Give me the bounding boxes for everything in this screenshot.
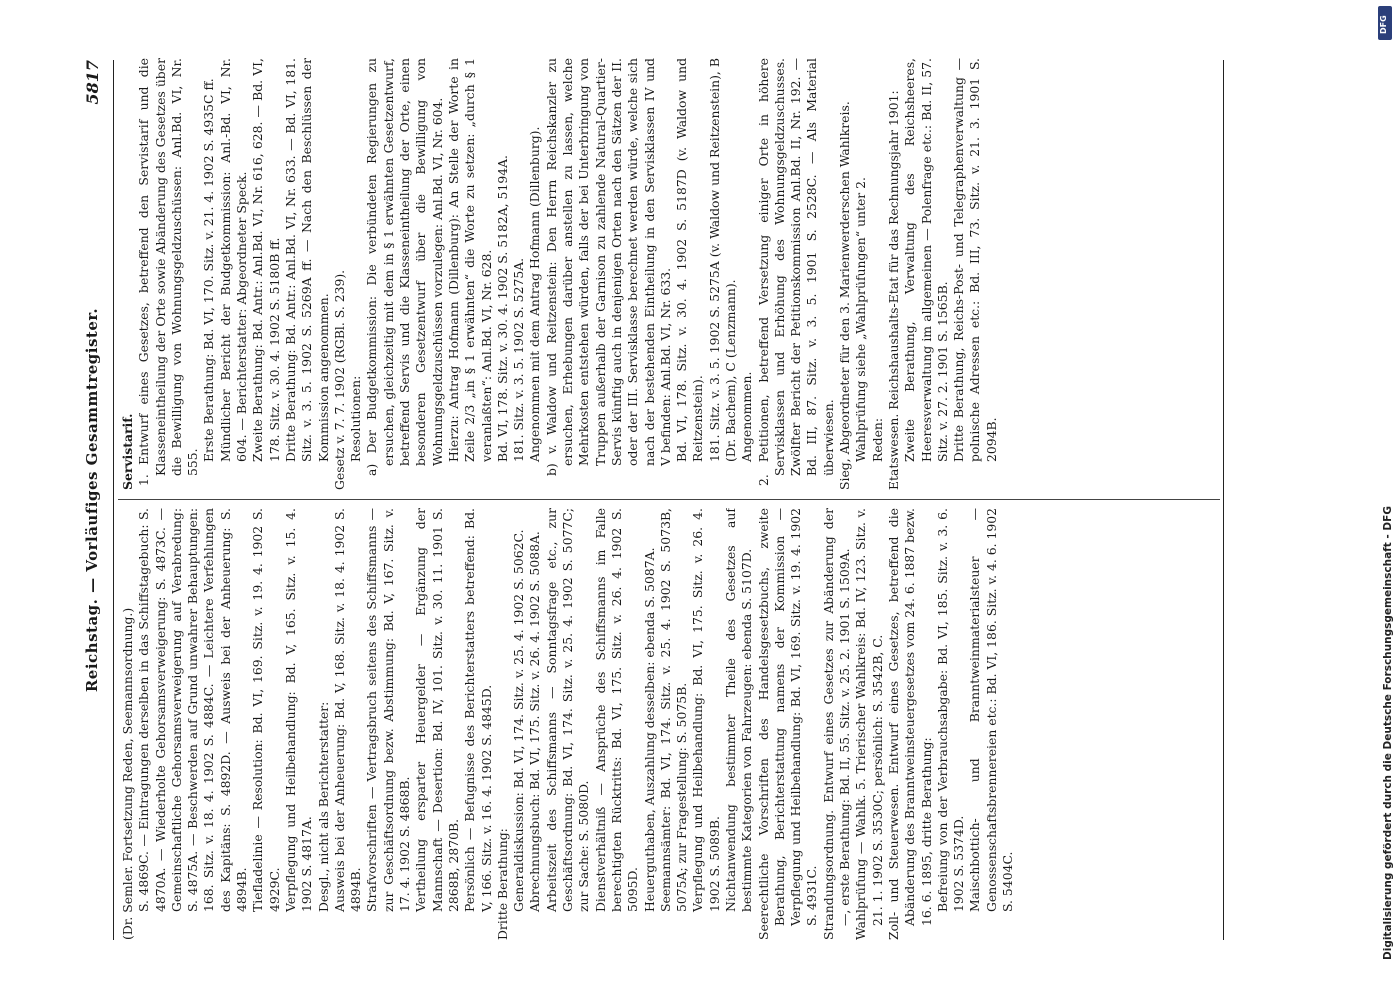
index-paragraph: Verpflegung und Heilbehandlung: Bd. V, 165. Sitz. v. 15. 4. 1902 S. 4817A. xyxy=(282,508,315,912)
digitization-note: Digitalisierung gefördert durch die Deutsche Forschungsgemeinschaft - DFG xyxy=(1382,506,1394,960)
index-paragraph: Maischbottich- und Branntweinmaterialsteuer — Genossenschaftsbrennereien etc.: Bd. VI, 186. Sitz. v. 4. 6. 1902 S. 5404C. xyxy=(967,508,1016,912)
index-paragraph: 181. Sitz. v. 3. 5. 1902 S. 5275A. xyxy=(511,257,527,462)
index-paragraph: Zweite Berathung: Bd. Antr.: Anl.Bd. VI, Nr. 616, 628. — Bd. VI, 178. Sitz. v. 30. 4. 1902 S. 5180B ff. xyxy=(250,58,282,462)
index-paragraph: Verpflegung und Heilbehandlung: Bd. VI, 175. Sitz. v. 26. 4. 1902 S. 5089B. xyxy=(690,508,722,912)
left-column xyxy=(120,508,1220,940)
index-paragraph: Servistarif. xyxy=(120,413,135,490)
index-paragraph: Zweite Berathung, Verwaltung des Reichsheeres, Heeresverwaltung im allgemeinen — Polenfrage etc.: Bd. II, 57. Sitz. v. 27. 2. 1901 S. 1565B. xyxy=(902,58,950,462)
index-paragraph: Dritte Berathung: Bd. Antr.: Anl.Bd. VI, Nr. 633. — Bd. VI, 181. Sitz. v. 3. 5. 1902 S. 5269A ff. — Nach den Beschlüssen der Kommission angenommen. xyxy=(282,58,331,462)
index-paragraph: Bd. VI, 178. Sitz. v. 30. 4. 1902 S. 5182A, 5194A. xyxy=(494,155,510,462)
index-paragraph: Gesetz v. 7. 7. 1902 (RGBl. S. 239). xyxy=(331,269,347,490)
index-paragraph: Abrechnungsbuch: Bd. VI, 175. Sitz. v. 26. 4. 1902 S. 5088A. xyxy=(527,531,543,912)
header-rule xyxy=(113,60,114,940)
index-paragraph: Etatswesen. Reichshaushalts-Etat für das Rechnungsjahr 1901: xyxy=(885,90,901,490)
index-paragraph: Dritte Berathung, Reichs-Post- und Telegraphenverwaltung — polnische Adressen etc.: Bd. III, 73. Sitz. v. 21. 3. 1901 S. 2094B. xyxy=(951,58,999,462)
index-paragraph: Tiefladelinie — Resolution: Bd. VI, 169. Sitz. v. 19. 4. 1902 S. 4929C. xyxy=(250,508,282,912)
index-paragraph: Sieg, Abgeordneter für den 3. Marienwerderschen Wahlkreis. xyxy=(837,101,853,490)
index-paragraph: Generaldiskussion: Bd. VI, 174. Sitz. v. 25. 4. 1902 S. 5062C. xyxy=(511,529,527,912)
index-paragraph: Arbeitszeit des Schiffsmanns — Sonntagsfrage etc., zur Geschäftsordnung: Bd. VI, 174. Sitz. v. 25. 4. 1902 S. 5077C; zur Sache: S. 5080D. xyxy=(543,508,592,912)
index-paragraph: b) v. Waldow und Reitzenstein: Den Herrn Reichskanzler zu ersuchen, Erhebungen darüber anstellen zu lassen, welche Mehrkosten entstehen würden, falls der bei Unterbringung von Truppen außerhalb der Garnison zu zahlende Natural-Quartier-Servis künftig auch in denjenigen Orten nach den Sätzen der II. oder der III. Servisklasse berechnet werden würde, welche sich nach der bestehenden Eintheilung in den Servisklassen IV und V befinden: Anl.Bd. VI, Nr. 633. xyxy=(543,58,673,476)
index-paragraph: Resolutionen: xyxy=(348,375,364,462)
index-paragraph: S. 4869C. — Eintragungen derselben in das Schiffstagebuch: S. 4870A. — Wiederholte Gehorsamsverweigerung: S. 4873C. — Gemeinschaftliche Gehorsamsverweigerung auf Verabredung: S. 4875A. — Beschwerden auf Grund unwahrer Behauptungen: 168. Sitz. v. 18. 4. 1902 S. 4884C. — Leichtere Verfehlungen des Kapitäns: S. 4892D. — Ausweis bei der Anheuerung: S. 4894B. xyxy=(136,508,250,912)
index-paragraph: Hierzu: Antrag Hofmann (Dillenburg): An Stelle der Worte in Zeile 2/3 „in § 1 erwähnten“ die Worte zu setzen: „durch § 1 veranlaßten“: Anl.Bd. VI, Nr. 628. xyxy=(445,58,494,462)
index-paragraph: Persönlich — Befugnisse des Berichterstatters betreffend: Bd. V, 166. Sitz. v. 16. 4. 1902 S. 4845D. xyxy=(462,508,494,912)
index-paragraph: Dienstverhältniß — Ansprüche des Schiffsmanns im Falle berechtigten Rücktritts: Bd. VI, 175. Sitz. v. 26. 4. 1902 S. 5095D. xyxy=(592,508,641,912)
index-paragraph: Strafvorschriften — Vertragsbruch seitens des Schiffsmanns — zur Geschäftsordnung bezw. Abstimmung: Bd. V, 167. Sitz. v. 17. 4. 1902 S. 4868B. xyxy=(364,508,413,912)
column-divider xyxy=(118,499,1220,500)
index-paragraph: (Dr. Semler. Fortsetzung Reden, Seemannsordnung.) xyxy=(120,607,135,940)
footer-rule xyxy=(1223,60,1224,940)
index-paragraph: Wahlprüfung — Wahlk. 5. Trierischer Wahlkreis: Bd. IV, 123. Sitz. v. 21. 1. 1902 S. 3530C; persönlich: S. 3542B, C. xyxy=(853,508,885,940)
index-paragraph: 2. Petitionen, betreffend Versetzung einiger Orte in höhere Servisklassen und Erhöhung des Wohnungsgeldzuschusses. Zwölfter Bericht der Petitionskommission Anl.Bd. II, Nr. 192. — Bd. III, 87. Sitz. v. 3. 5. 1901 S. 2528C. — Als Material überwiesen. xyxy=(755,58,836,486)
index-paragraph: Wahlprüfung siehe „Wahlprüfungen“ unter 2. xyxy=(853,177,869,462)
index-paragraph: Angenommen. xyxy=(739,371,755,462)
index-paragraph: Angenommen mit dem Antrag Hofmann (Dillenburg). xyxy=(527,126,543,462)
index-paragraph: Erste Berathung: Bd. VI, 170. Sitz. v. 21. 4. 1902 S. 4935C ff. xyxy=(201,78,217,462)
index-paragraph: Reden: xyxy=(869,417,885,462)
page-header xyxy=(83,60,113,940)
index-paragraph: Strandungsordnung. Entwurf eines Gesetzes zur Abänderung der —, erste Berathung: Bd. II, 55. Sitz. v. 25. 2. 1901 S. 1509A. xyxy=(820,508,853,940)
index-paragraph: Bd. VI, 178. Sitz. v. 30. 4. 1902 S. 5187D (v. Waldow und Reitzenstein). xyxy=(674,58,706,462)
index-paragraph: Nichtanwendung bestimmter Theile des Gesetzes auf bestimmte Kategorien von Fahrzeugen: ebenda S. 5107D. xyxy=(722,508,755,912)
index-paragraph: Desgl., nicht als Berichterstatter: xyxy=(315,701,331,912)
index-paragraph: a) Der Budgetkommission: Die verbündeten Regierungen zu ersuchen, gleichzeitig mit dem in § 1 erwähnten Gesetzentwurf, betreffend Servis und die Klasseneintheilung der Orte, einen besonderen Gesetzentwurf über die Bewilligung von Wohnungsgeldzuschüssen vorzulegen: Anl.Bd. VI, Nr. 604. xyxy=(364,58,445,476)
page-number: 5817 xyxy=(83,60,102,105)
index-paragraph: Zoll- und Steuerwesen. Entwurf eines Gesetzes, betreffend die Abänderung des Branntweinsteuergesetzes vom 24. 6. 1887 bezw. 16. 6. 1895, dritte Berathung: xyxy=(885,508,934,940)
index-paragraph: Seemannsämter: Bd. VI, 174. Sitz. v. 25. 4. 1902 S. 5073B, 5075A; zur Fragestellung: S. 5075B. xyxy=(657,508,690,912)
index-paragraph: Ausweis bei der Anheuerung: Bd. V, 168. Sitz. v. 18. 4. 1902 S. 4894B. xyxy=(331,508,364,912)
index-paragraph: Dritte Berathung: xyxy=(494,828,510,940)
index-paragraph: 181. Sitz. v. 3. 5. 1902 S. 5275A (v. Waldow und Reitzenstein), B (Dr. Bachem), C (Lenzmann). xyxy=(706,58,738,462)
dfg-logo xyxy=(1378,6,1392,40)
rotated-page xyxy=(18,0,1308,1000)
index-paragraph: Heuerguthaben, Auszahlung desselben: ebenda S. 5087A. xyxy=(641,547,657,912)
running-title: Reichstag. — Vorläufiges Gesammtregister. xyxy=(83,307,101,693)
index-paragraph: Befreiung von der Verbrauchsabgabe: Bd. VI, 185. Sitz. v. 3. 6. 1902 S. 5374D. xyxy=(934,508,967,912)
index-paragraph: Seerechtliche Vorschriften des Handelsgesetzbuchs, zweite Berathung, Berichterstattung namens der Kommission — Verpflegung und Heilbehandlung: Bd. VI, 169. Sitz. v. 19. 4. 1902 S. 4931C. xyxy=(755,508,820,940)
right-column xyxy=(120,58,1220,490)
dfg-logo-text: DFG xyxy=(1379,15,1388,34)
index-paragraph: Mündlicher Bericht der Budgetkommission: Anl.-Bd. VI, Nr. 604. — Berichterstatter: Abgeordneter Speck. xyxy=(217,58,250,462)
index-paragraph: 1. Entwurf eines Gesetzes, betreffend den Servistarif und die Klasseneintheilung der Orte sowie Abänderung des Gesetzes über die Bewilligung von Wohnungsgeldzuschüssen: Anl.Bd. VI, Nr. 555. xyxy=(136,58,201,486)
index-paragraph: Vertheilung ersparter Heuergelder — Ergänzung der Mannschaft — Desertion: Bd. IV, 101. Sitz. v. 30. 11. 1901 S. 2868B, 2870B. xyxy=(413,508,461,912)
